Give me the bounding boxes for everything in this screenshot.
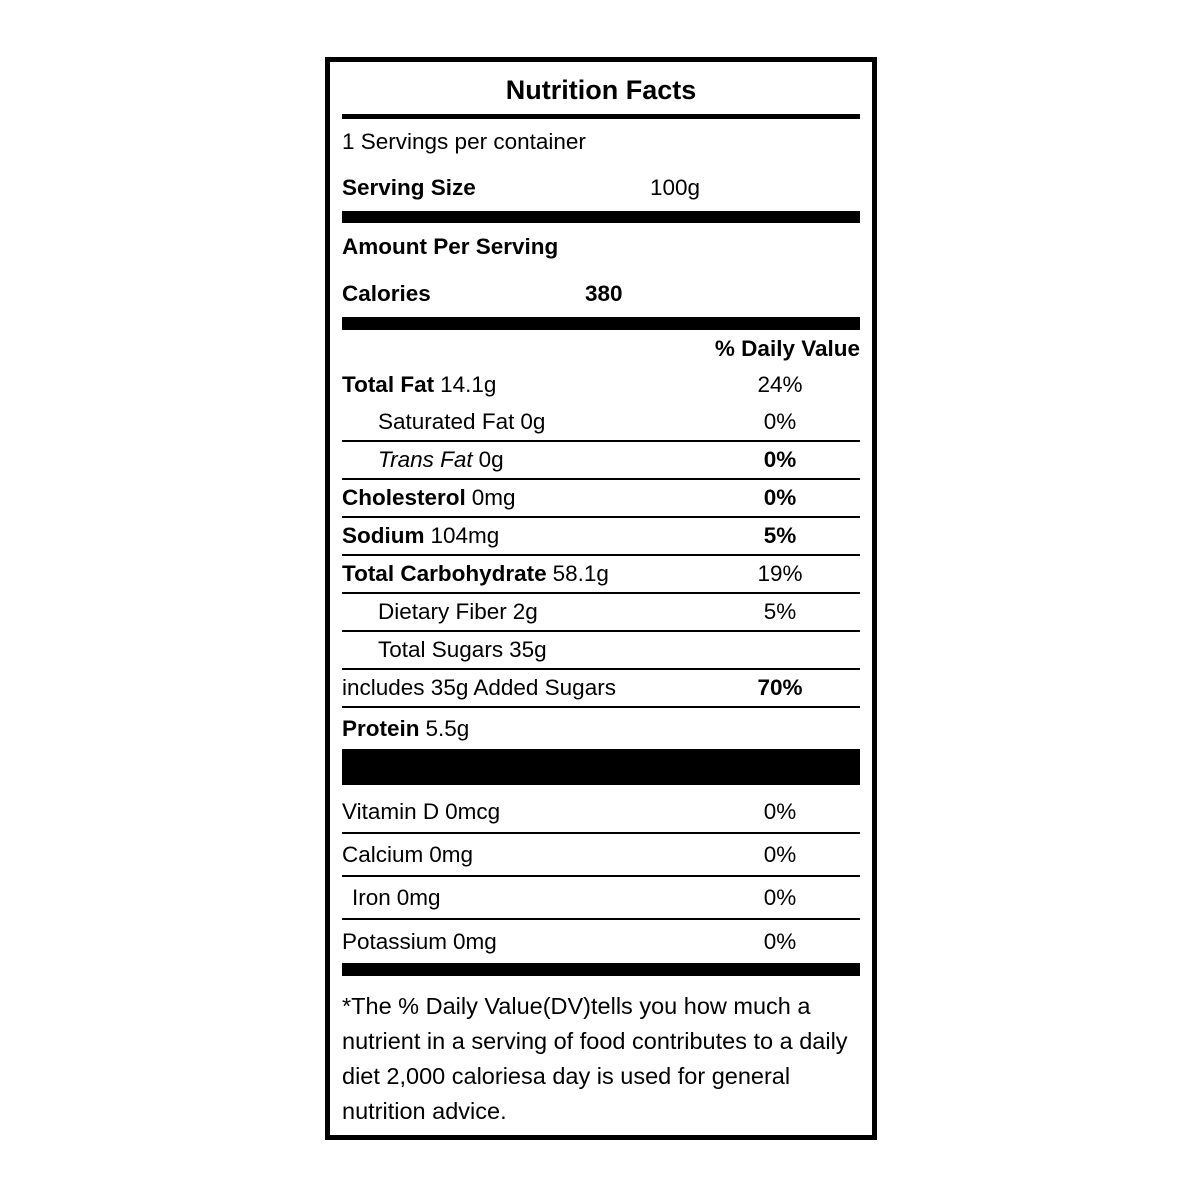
serving-size-value: 100g: [650, 174, 701, 200]
nutrient-row-protein: [342, 708, 860, 749]
nutrient-dv: 19%: [757, 561, 803, 586]
nutrient-name: Total Sugars 35g: [378, 637, 547, 662]
vitamin-dv: 0%: [763, 884, 797, 910]
vitamin-name: Vitamin D 0mcg: [342, 798, 501, 824]
vitamin-amount: 0mcg: [445, 798, 501, 824]
vitamin-amount: 0mg: [429, 841, 474, 867]
amount-per-serving-text: Amount Per Serving: [342, 234, 559, 259]
nutrient-name: Sodium 104mg: [342, 523, 500, 548]
nutrient-row-total-sugars: [342, 632, 860, 670]
vitamins-section: [342, 791, 860, 963]
nutrient-name: includes 35g Added Sugars: [342, 675, 616, 700]
serving-size-label: Serving Size: [342, 174, 476, 200]
nutrient-name: Trans Fat 0g: [378, 447, 504, 472]
vitamin-name: Potassium 0mg: [342, 928, 497, 954]
daily-value-header: % Daily Value: [714, 336, 860, 361]
vitamin-row-calcium: [342, 834, 860, 877]
servings-per-container-text: 1 Servings per container: [342, 128, 586, 154]
nutrient-dv: 0%: [763, 485, 797, 510]
calories-label: Calories: [342, 281, 431, 306]
vitamin-name: Calcium 0mg: [342, 841, 474, 867]
nutrient-amount: 104mg: [430, 523, 500, 548]
nutrient-name: Protein 5.5g: [342, 715, 470, 741]
label-title: Nutrition Facts: [505, 75, 697, 105]
nutrient-row-cholesterol: [342, 480, 860, 518]
nutrient-row-saturated-fat: [342, 404, 860, 442]
nutrient-dv: 0%: [763, 447, 797, 472]
vitamin-amount: 0mg: [396, 884, 441, 910]
vitamin-row-vitamin-d: [342, 791, 860, 834]
nutrient-dv: 5%: [763, 599, 797, 624]
nutrient-row-trans-fat: [342, 442, 860, 480]
nutrient-dv: 70%: [757, 675, 803, 700]
nutrient-amount: 0mg: [471, 485, 516, 510]
nutrient-row-dietary-fiber: [342, 594, 860, 632]
calories-value: 380: [585, 281, 623, 306]
nutrient-row-sodium: [342, 518, 860, 556]
nutrient-amount: 5.5g: [425, 715, 470, 741]
vitamin-dv: 0%: [763, 841, 797, 867]
nutrient-amount: 14.1g: [440, 372, 497, 397]
vitamin-row-iron: [342, 877, 860, 920]
thick-divider-bottom: [342, 963, 860, 976]
amount-per-serving-row: [342, 223, 860, 271]
nutrient-name: Dietary Fiber 2g: [378, 599, 538, 624]
nutrient-amount: 35g: [509, 637, 547, 662]
nutrient-amount: 2g: [512, 599, 538, 624]
vitamin-dv: 0%: [763, 798, 797, 824]
vitamin-row-potassium: [342, 920, 860, 963]
daily-value-footnote: *The % Daily Value(DV)tells you how much a nutrient in a serving of food contributes to a daily diet 2,000 caloriesa day is used for general nutrition advice.: [342, 993, 848, 1124]
nutrient-name: Cholesterol 0mg: [342, 485, 516, 510]
nutrient-name: Total Carbohydrate 58.1g: [342, 561, 609, 586]
nutrient-row-total-carbohydrate: [342, 556, 860, 594]
servings-per-container-row: [342, 119, 860, 164]
nutrient-name: Saturated Fat 0g: [378, 409, 546, 434]
thick-divider-top: [342, 211, 860, 223]
vitamin-name: Iron 0mg: [352, 884, 441, 910]
nutrient-dv: 0%: [763, 409, 797, 434]
vitamin-amount: 0mg: [453, 928, 497, 954]
nutrient-name: Total Fat 14.1g: [342, 372, 497, 397]
nutrient-row-total-fat: [342, 366, 860, 404]
nutrient-amount: 58.1g: [552, 561, 609, 586]
nutrient-amount: 0g: [520, 409, 546, 434]
nutrient-dv: 5%: [763, 523, 797, 548]
thick-divider-protein: [342, 749, 860, 785]
nutrient-amount: 0g: [478, 447, 504, 472]
nutrient-dv: 24%: [757, 372, 803, 397]
vitamin-dv: 0%: [763, 928, 797, 954]
serving-size-row: [342, 164, 860, 211]
thick-divider-calories: [342, 317, 860, 330]
nutrition-facts-label: [325, 57, 877, 1140]
calories-row: [342, 271, 860, 317]
nutrient-row-added-sugars: [342, 670, 860, 708]
label-inner: [330, 62, 872, 1129]
